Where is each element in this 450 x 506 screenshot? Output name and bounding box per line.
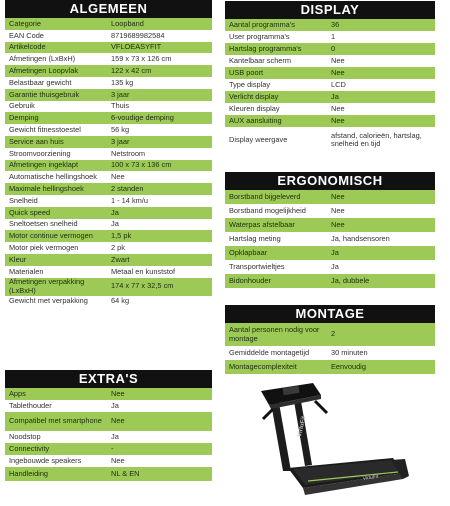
table-row (5, 431, 212, 443)
row-label: Afmetingen ingeklapt (9, 160, 79, 170)
row-value: Nee (331, 219, 345, 229)
ergonomisch-panel (225, 172, 435, 288)
row-label: Type display (229, 79, 271, 89)
treadmill-upright-left (271, 403, 291, 471)
row-label: Service aan huis (9, 136, 64, 146)
row-value: Ja (331, 247, 339, 257)
row-value: 36 (331, 19, 340, 29)
treadmill-brand-upright: VirtuFit (297, 415, 308, 438)
montage-rows (225, 323, 435, 374)
row-label: Gebruik (9, 101, 35, 111)
row-value: 0 (331, 43, 336, 53)
row-value: 1,5 pk (111, 231, 132, 241)
table-row (5, 195, 212, 207)
row-value: Ja (331, 261, 339, 271)
row-label: Gewicht fitnesstoestel (9, 124, 81, 134)
algemeen-rows (5, 18, 212, 307)
table-row (5, 65, 212, 77)
table-row (225, 274, 435, 288)
row-label: Borstband mogelijkheid (229, 205, 306, 215)
row-value: 2 (331, 329, 336, 339)
table-row (5, 230, 212, 242)
row-label: User programma's (229, 31, 290, 41)
table-row (5, 254, 212, 266)
row-label: Apps (9, 388, 26, 398)
row-label: Artikelcode (9, 42, 46, 52)
table-row (5, 30, 212, 42)
row-label: Sneltoetsen snelheid (9, 219, 78, 229)
row-label: Aantal personen nodig voor montage (229, 325, 320, 343)
row-value: Zwart (111, 254, 130, 264)
table-row (5, 183, 212, 195)
table-row (225, 232, 435, 246)
row-label: Hartslag meting (229, 233, 281, 243)
row-value: Nee (331, 55, 345, 65)
table-row (225, 79, 435, 91)
table-row (225, 218, 435, 232)
row-value: 174 x 77 x 32,5 cm (111, 281, 174, 291)
ergonomisch-rows (225, 190, 435, 288)
row-value: 159 x 73 x 126 cm (111, 54, 172, 64)
row-label: Categorie (9, 18, 42, 28)
extras-panel (5, 370, 212, 481)
table-row (5, 455, 212, 467)
table-row (225, 260, 435, 274)
row-value: Nee (111, 388, 125, 398)
row-label: Kleuren display (229, 103, 280, 113)
table-row (5, 278, 212, 296)
row-value: Nee (111, 416, 125, 426)
row-value: 2 pk (111, 242, 125, 252)
table-row (5, 124, 212, 136)
row-label: Afmetingen (LxBxH) (9, 54, 76, 64)
row-label: USB poort (229, 67, 264, 77)
table-row (5, 207, 212, 219)
row-label: Waterpas afstelbaar (229, 219, 295, 229)
table-row (5, 266, 212, 278)
row-value: Loopband (111, 18, 144, 28)
row-label: AUX aansluiting (229, 115, 282, 125)
row-value: Metaal en kunststof (111, 266, 176, 276)
row-label: Maximale hellingshoek (9, 183, 84, 193)
table-row (225, 19, 435, 31)
montage-header: MONTAGE (225, 305, 435, 323)
row-value: Ja (111, 431, 119, 441)
row-value: Nee (331, 205, 345, 215)
table-row (225, 31, 435, 43)
row-label: Materialen (9, 266, 44, 276)
row-value: Ja (111, 207, 119, 217)
treadmill-image (253, 373, 413, 501)
row-label: Belastbaar gewicht (9, 77, 72, 87)
table-row (5, 77, 212, 89)
row-value: Ja (111, 400, 119, 410)
display-header: DISPLAY (225, 1, 435, 19)
row-value: Thuis (111, 101, 130, 111)
table-row (5, 296, 212, 308)
row-label: Noodstop (9, 431, 41, 441)
table-row (5, 412, 212, 431)
algemeen-panel (5, 0, 212, 307)
montage-panel (225, 305, 435, 374)
row-value: 3 jaar (111, 89, 130, 99)
row-label: Montagecomplexiteit (229, 361, 297, 371)
row-label: Afmetingen verpakking (LxBxH) (9, 277, 85, 295)
row-value: VFLOEASYFIT (111, 42, 162, 52)
row-value: Nee (331, 103, 345, 113)
row-value: 135 kg (111, 77, 134, 87)
row-label: Compatibel met smartphone (9, 416, 102, 426)
treadmill-brand-deck: VirtuFit (362, 473, 379, 482)
row-value: 3 jaar (111, 136, 130, 146)
row-label: Kleur (9, 254, 27, 264)
row-value: 1 - 14 km/u (111, 195, 148, 205)
row-label: Demping (9, 113, 39, 123)
row-label: Snelheid (9, 195, 38, 205)
table-row (5, 53, 212, 65)
row-value: Ja, handsensoren (331, 233, 390, 243)
table-row (5, 136, 212, 148)
row-value: Netstroom (111, 148, 146, 158)
table-row (225, 127, 435, 153)
row-value: Ja (111, 219, 119, 229)
row-value: 8719689982584 (111, 30, 165, 40)
row-label: EAN Code (9, 30, 44, 40)
table-row (5, 42, 212, 54)
display-rows (225, 19, 435, 153)
row-value: 1 (331, 31, 336, 41)
row-value: Nee (111, 172, 125, 182)
table-row (225, 67, 435, 79)
row-label: Opklapbaar (229, 247, 268, 257)
row-label: Aantal programma's (229, 19, 295, 29)
table-row (225, 55, 435, 67)
table-row (5, 388, 212, 400)
treadmill-illustration (253, 373, 413, 501)
table-row (5, 89, 212, 101)
table-row (5, 160, 212, 172)
table-row (225, 346, 435, 360)
row-label: Gemiddelde montagetijd (229, 347, 310, 357)
row-value: - (111, 443, 114, 453)
row-value: afstand, calorieën, hartslag, snelheid en tijd (331, 130, 422, 148)
treadmill-handle-left (263, 409, 273, 419)
row-label: Afmetingen Loopvlak (9, 65, 79, 75)
row-label: Motor continue vermogen (9, 231, 93, 241)
row-label: Connectivity (9, 443, 50, 453)
extras-rows (5, 388, 212, 481)
row-label: Bidonhouder (229, 275, 271, 285)
row-value: 2 standen (111, 183, 144, 193)
table-row (225, 43, 435, 55)
row-value: 6-voudige demping (111, 113, 174, 123)
row-value: 122 x 42 cm (111, 65, 152, 75)
row-label: Verlicht display (229, 91, 279, 101)
table-row (225, 115, 435, 127)
table-row (5, 443, 212, 455)
table-row (5, 242, 212, 254)
treadmill-handle-right (315, 401, 327, 413)
row-value: 56 kg (111, 124, 130, 134)
row-label: Gewicht met verpakking (9, 296, 88, 306)
row-label: Borstband bijgeleverd (229, 191, 301, 201)
row-value: Nee (331, 67, 345, 77)
table-row (5, 467, 212, 481)
row-label: Transportwieltjes (229, 261, 285, 271)
row-value: Nee (331, 191, 345, 201)
table-row (5, 18, 212, 30)
row-label: Kantelbaar scherm (229, 55, 292, 65)
table-row (5, 171, 212, 183)
row-value: 100 x 73 x 136 cm (111, 160, 172, 170)
row-value: 30 minuten (331, 347, 368, 357)
row-label: Stroomvoorziening (9, 148, 71, 158)
row-value: Eenvoudig (331, 361, 366, 371)
ergonomisch-header: ERGONOMISCH (225, 172, 435, 190)
row-value: LCD (331, 79, 346, 89)
table-row (225, 91, 435, 103)
table-row (225, 246, 435, 260)
table-row (5, 400, 212, 412)
row-label: Display weergave (229, 134, 288, 144)
table-row (5, 148, 212, 160)
row-value: Nee (111, 455, 125, 465)
row-label: Tablethouder (9, 400, 52, 410)
display-panel (225, 1, 435, 153)
table-row (225, 360, 435, 374)
row-label: Garantie thuisgebruik (9, 89, 80, 99)
row-value: Ja, dubbele (331, 275, 370, 285)
table-row (225, 103, 435, 115)
table-row (5, 101, 212, 113)
row-label: Motor piek vermogen (9, 242, 79, 252)
extras-header: EXTRA'S (5, 370, 212, 388)
row-label: Handleiding (9, 468, 49, 478)
table-row (225, 190, 435, 204)
table-row (5, 112, 212, 124)
algemeen-header: ALGEMEEN (5, 0, 212, 18)
row-label: Quick speed (9, 207, 51, 217)
row-value: 64 kg (111, 296, 130, 306)
table-row (5, 219, 212, 231)
table-row (225, 323, 435, 346)
table-row (225, 204, 435, 218)
row-value: Ja (331, 91, 339, 101)
row-value: Nee (331, 115, 345, 125)
row-label: Hartslag programma's (229, 43, 302, 53)
row-value: NL & EN (111, 468, 140, 478)
row-label: Ingebouwde speakers (9, 455, 82, 465)
row-label: Automatische hellingshoek (9, 172, 97, 182)
